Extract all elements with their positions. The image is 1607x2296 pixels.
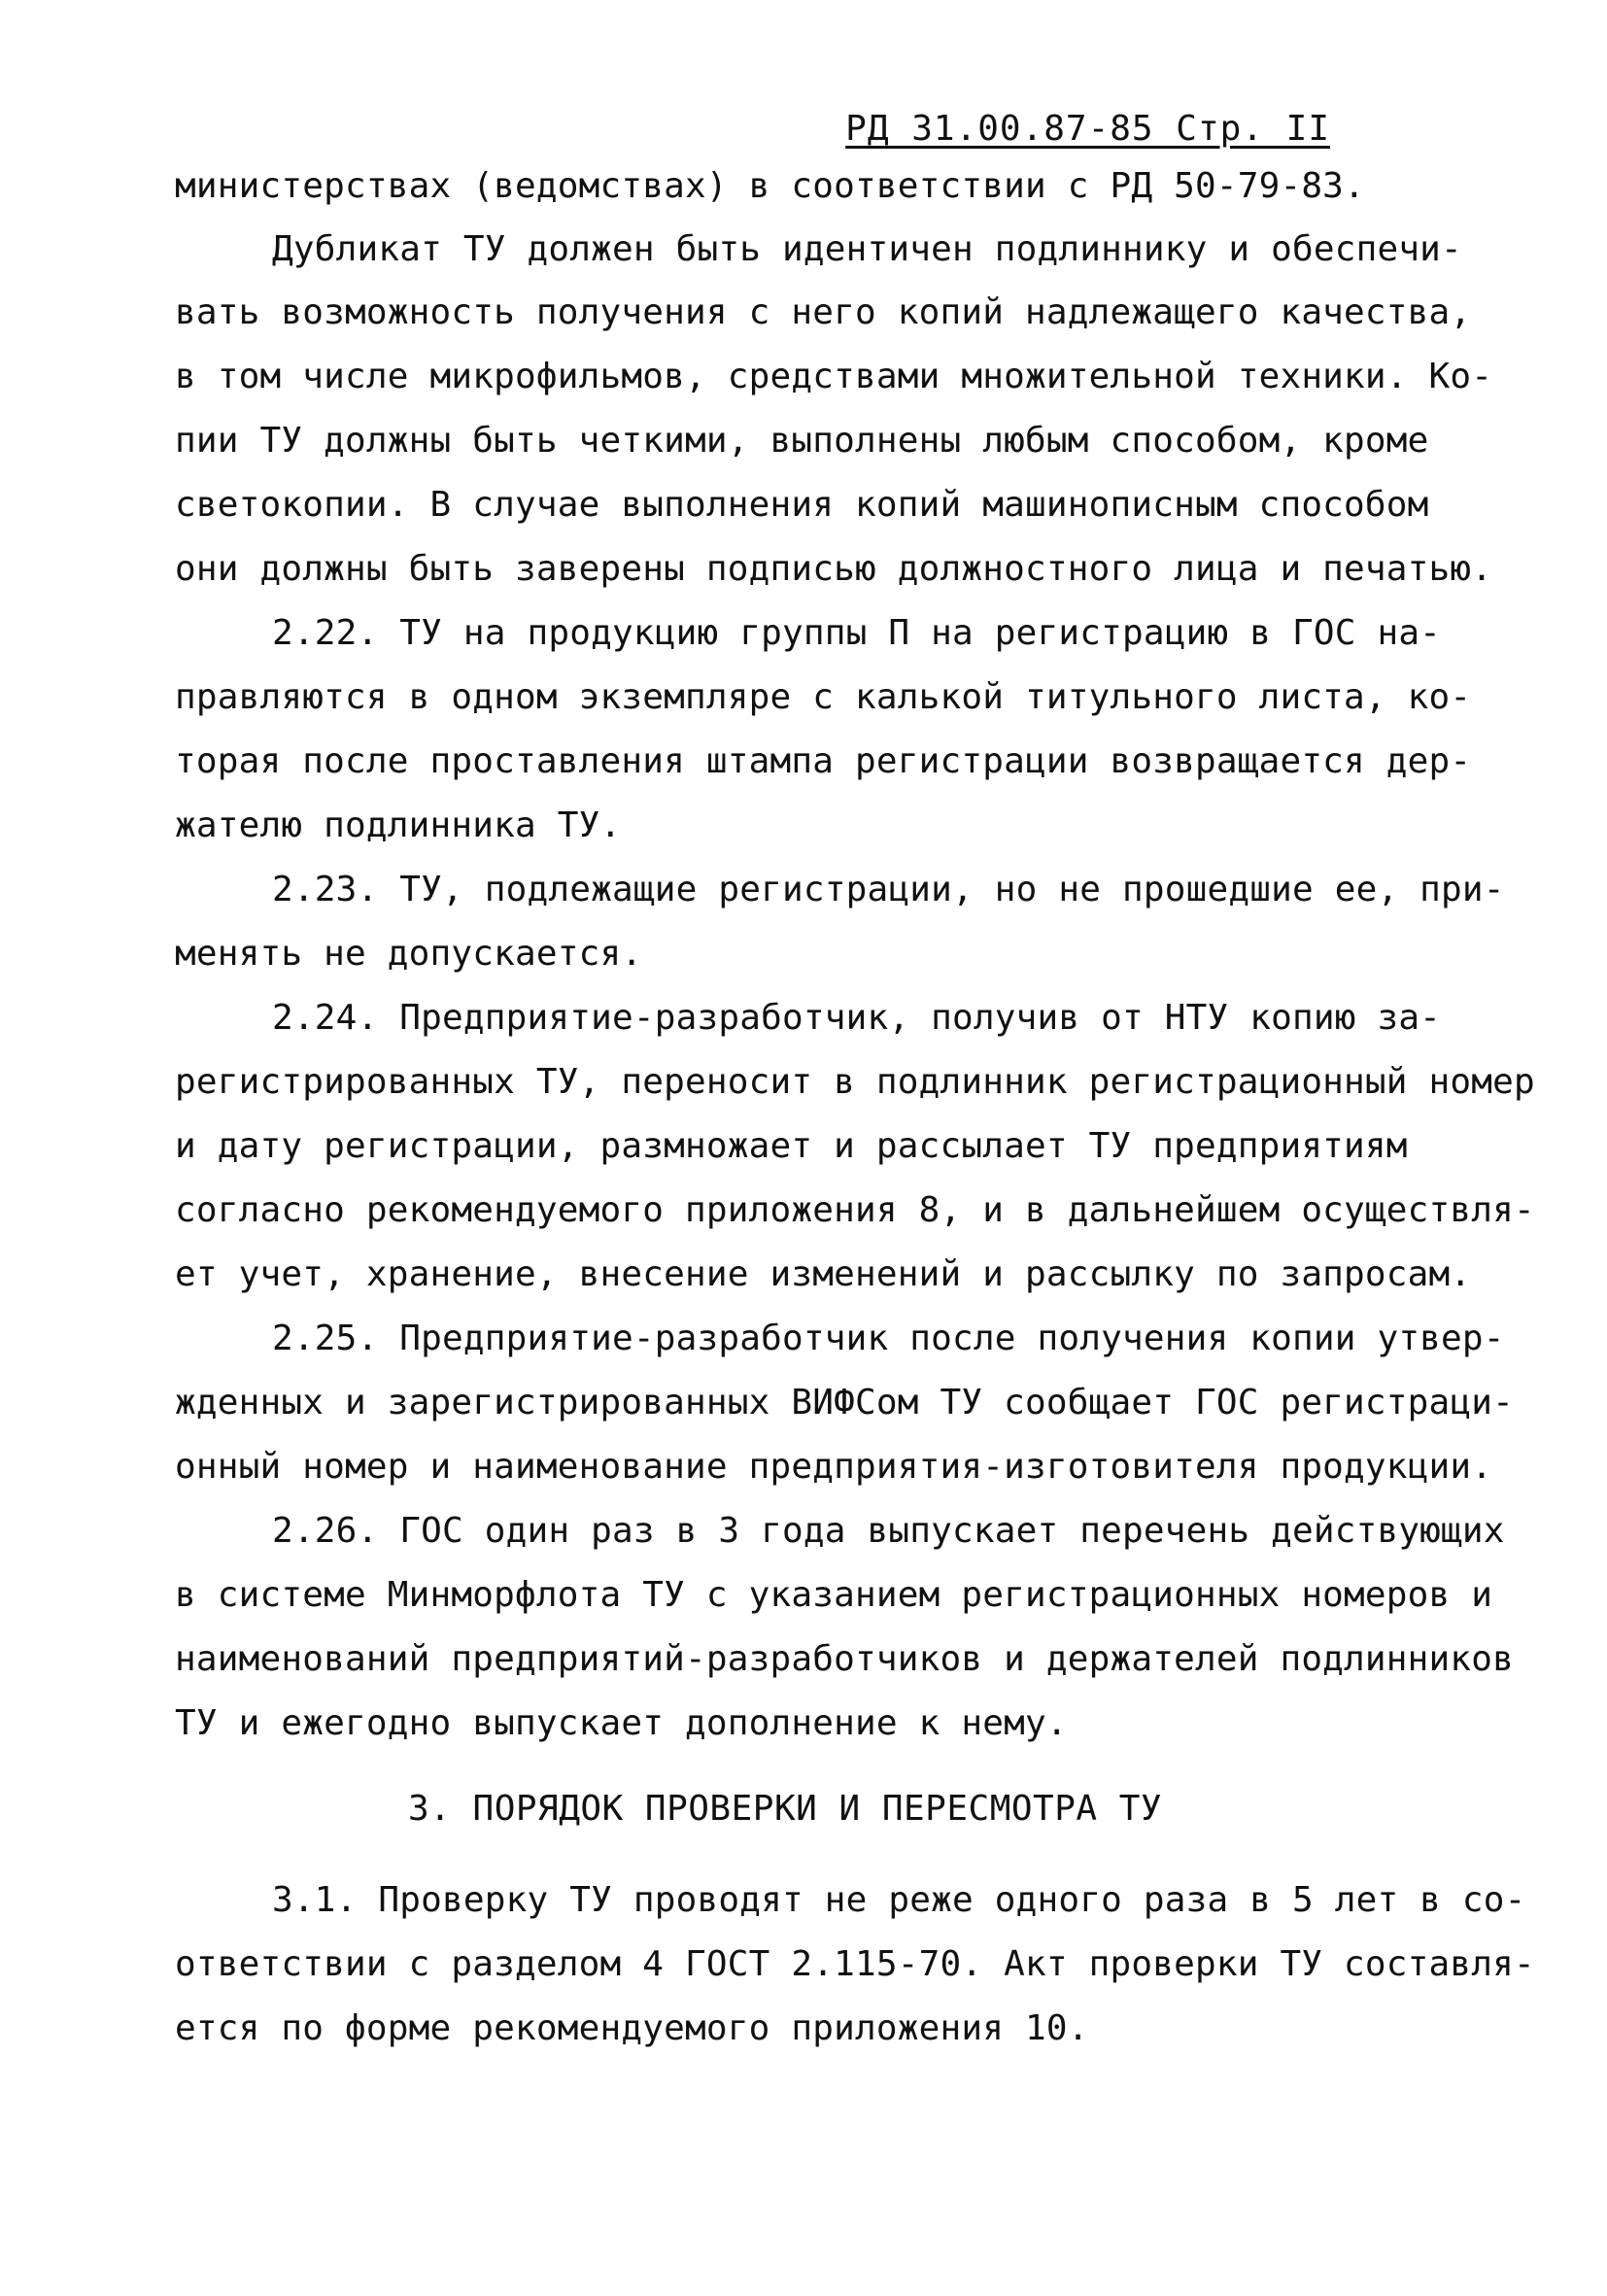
text-line: 2.22. ТУ на продукцию группы П на регистрацию в ГОС на- <box>272 613 1442 653</box>
text-line: министерствах (ведомствах) в соответствии с РД 50-79-83. <box>175 166 1365 206</box>
text-line: в том числе микрофильмов, средствами множительной техники. Ко- <box>175 357 1493 396</box>
text-line: вать возможность получения с него копий надлежащего качества, <box>175 292 1472 332</box>
text-line: пии ТУ должны быть четкими, выполнены любым способом, кроме <box>175 421 1429 461</box>
text-line: ТУ и ежегодно выпускает дополнение к нему. <box>175 1703 1068 1743</box>
text-line: ется по форме рекомендуемого приложения 10. <box>175 2008 1089 2048</box>
text-line: 2.23. ТУ, подлежащие регистрации, но не прошедшие ее, при- <box>272 870 1505 909</box>
text-line: онный номер и наименование предприятия-изготовителя продукции. <box>175 1447 1493 1487</box>
text-line: правляются в одном экземпляре с калькой титульного листа, ко- <box>175 677 1472 717</box>
text-line: наименований предприятий-разработчиков и держателей подлинников <box>175 1639 1515 1679</box>
text-line: ответствии с разделом 4 ГОСТ 2.115-70. Акт проверки ТУ составля- <box>175 1944 1535 1984</box>
text-line: торая после проставления штампа регистрации возвращается дер- <box>175 741 1472 781</box>
text-line: регистрированных ТУ, переносит в подлинник регистрационный номер <box>175 1062 1535 1102</box>
text-line: жателю подлинника ТУ. <box>175 805 622 845</box>
text-line: ет учет, хранение, внесение изменений и рассылку по запросам. <box>175 1254 1472 1294</box>
text-line: менять не допускается. <box>175 934 643 974</box>
text-line: Дубликат ТУ должен быть идентичен подлиннику и обеспечи- <box>272 229 1462 269</box>
text-line: согласно рекомендуемого приложения 8, и в дальнейшем осуществля- <box>175 1190 1535 1230</box>
page-header-code: РД 31.00.87-85 Стр. II <box>845 109 1330 149</box>
text-line: 2.26. ГОС один раз в 3 года выпускает перечень действующих <box>272 1511 1505 1551</box>
text-line: и дату регистрации, размножает и рассылает ТУ предприятиям <box>175 1126 1408 1166</box>
text-line: жденных и зарегистрированных ВИФСом ТУ сообщает ГОС регистраци- <box>175 1383 1515 1422</box>
section-heading: 3. ПОРЯДОК ПРОВЕРКИ И ПЕРЕСМОТРА ТУ <box>408 1789 1163 1829</box>
text-line: светокопии. В случае выполнения копий машинописным способом <box>175 485 1429 525</box>
text-line: они должны быть заверены подписью должностного лица и печатью. <box>175 549 1493 589</box>
text-line: 3.1. Проверку ТУ проводят не реже одного раза в 5 лет в со- <box>272 1880 1526 1920</box>
text-line: 2.24. Предприятие-разработчик, получив от НТУ копию за- <box>272 998 1442 1038</box>
text-line: 2.25. Предприятие-разработчик после получения копии утвер- <box>272 1319 1505 1358</box>
text-line: в системе Минморфлота ТУ с указанием регистрационных номеров и <box>175 1575 1493 1615</box>
